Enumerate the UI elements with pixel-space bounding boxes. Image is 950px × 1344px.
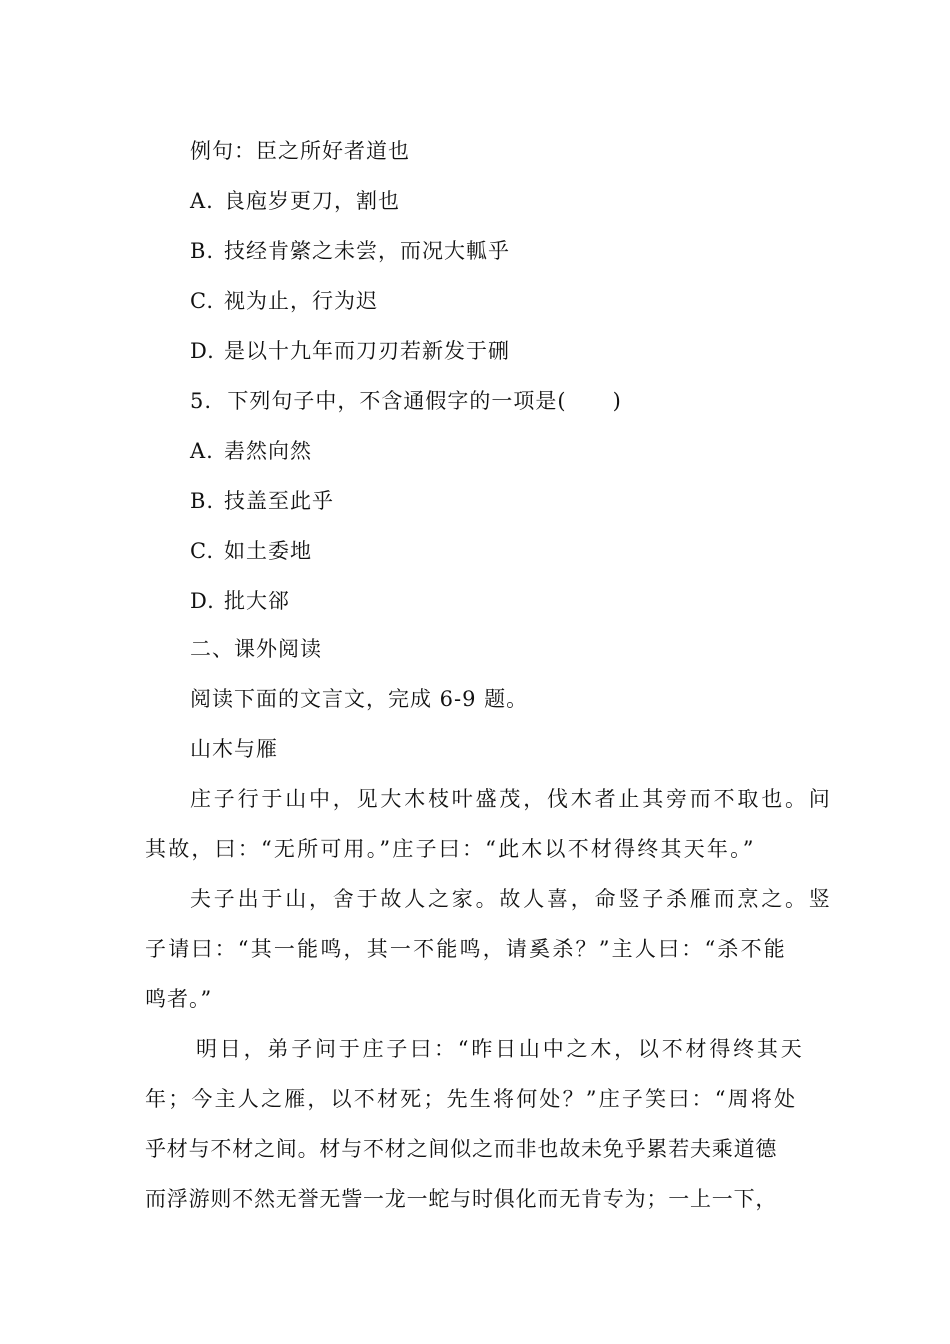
- option-letter: A.: [190, 439, 214, 463]
- q4-option-d: [190, 336, 510, 366]
- option-letter: B.: [190, 239, 215, 263]
- passage-line: 夫子出于山，舍于故人之家。故人喜，命竖子杀雁而烹之。竖: [190, 887, 833, 911]
- passage-line: 乎材与不材之间。材与不材之间似之而非也故未免乎累若夫乘道德: [145, 1137, 778, 1161]
- passage-line: 明日，弟子问于庄子曰：“昨日山中之木，以不材得终其天: [196, 1037, 805, 1061]
- q5-option-b: [190, 486, 334, 516]
- q4-option-b: [190, 236, 510, 266]
- passage-line: 鸣者。”: [145, 987, 213, 1011]
- passage-line: 年；今主人之雁，以不材死；先生将何处？”庄子笑曰：“周将处: [145, 1087, 798, 1111]
- option-letter: B.: [190, 489, 215, 513]
- q5-option-a: [190, 436, 312, 466]
- q4-option-a: [190, 186, 400, 216]
- passage-line: 子请曰：“其一能鸣，其一不能鸣，请奚杀？”主人曰：“杀不能: [145, 937, 788, 961]
- q5-stem: 5. 下列句子中，不含通假字的一项是( ): [190, 389, 622, 413]
- option-text: 良庖岁更刀，割也: [224, 189, 400, 213]
- passage-line: 庄子行于山中，见大木枝叶盛茂，伐木者止其旁而不取也。问: [190, 787, 833, 811]
- option-letter: C.: [190, 289, 214, 313]
- option-letter: D.: [190, 589, 215, 613]
- passage-line: 其故，曰：“无所可用。”庄子曰：“此木以不材得终其天年。”: [145, 837, 756, 861]
- option-letter: C.: [190, 539, 214, 563]
- option-text: 技经肯綮之未尝，而况大軱乎: [224, 239, 510, 263]
- option-letter: D.: [190, 339, 215, 363]
- q4-option-c: [190, 286, 378, 316]
- option-text: 技盖至此乎: [224, 489, 334, 513]
- passage-title: 山木与雁: [190, 737, 278, 761]
- reading-instruction: 阅读下面的文言文，完成 6-9 题。: [190, 687, 529, 711]
- q5-option-d: [190, 586, 290, 616]
- option-text: 如土委地: [224, 539, 312, 563]
- q5-option-c: [190, 536, 312, 566]
- option-text: 批大郤: [224, 589, 290, 613]
- option-text: 视为止，行为迟: [224, 289, 378, 313]
- section-heading: 二、课外阅读: [190, 637, 322, 661]
- option-text: 砉然向然: [224, 439, 312, 463]
- option-letter: A.: [190, 189, 214, 213]
- option-text: 是以十九年而刀刃若新发于硎: [224, 339, 510, 363]
- passage-line: 而浮游则不然无誉无訾一龙一蛇与时俱化而无肯专为；一上一下，: [145, 1187, 778, 1211]
- example-sentence: 例句：臣之所好者道也: [190, 139, 410, 163]
